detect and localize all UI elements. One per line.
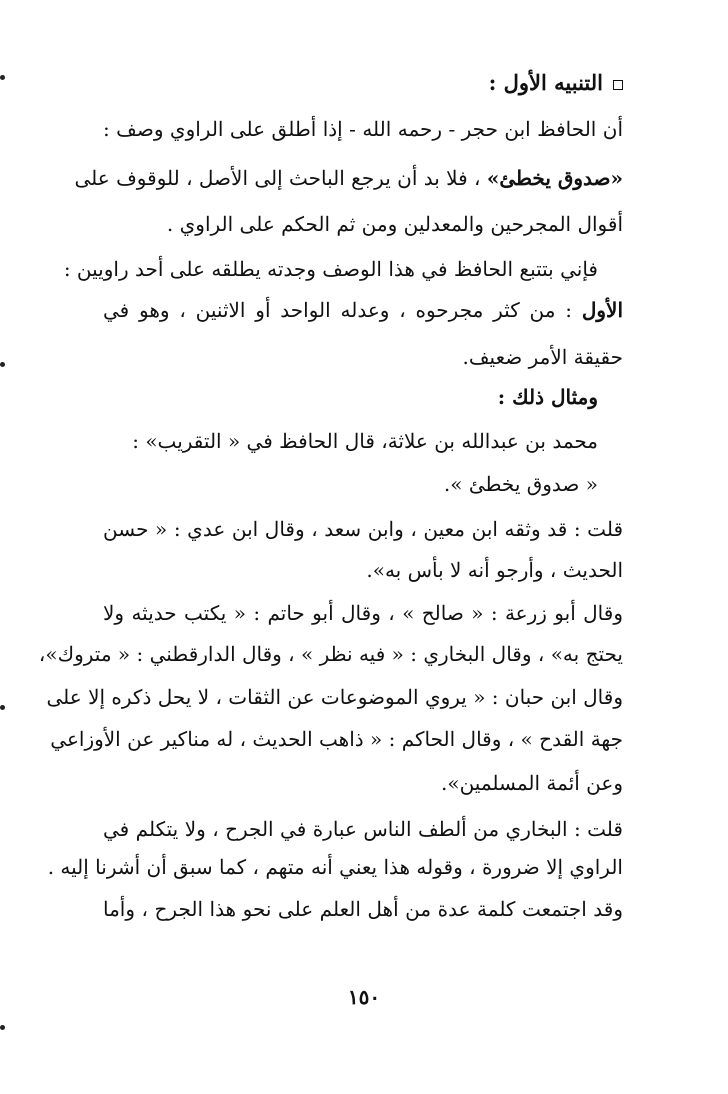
paragraph-line: فإني بتتبع الحافظ في هذا الوصف وجدته يطلقه على أحد راويين :	[63, 257, 598, 281]
scan-mark-dot	[0, 75, 5, 80]
paragraph-line: جهة القدح » ، وقال الحاكم : « ذاهب الحديث ، له مناكير عن الأوزاعي	[50, 727, 623, 751]
first-type-label: الأول	[581, 298, 623, 322]
paragraph-line: يحتج به» ، وقال البخاري : « فيه نظر » ، وقال الدارقطني : « متروك»،	[38, 642, 623, 666]
quoted-term: «صدوق يخطئ»	[486, 166, 623, 190]
scan-mark-dot	[0, 362, 5, 367]
paragraph-line: قلت : البخاري من ألطف الناس عبارة في الجرح ، ولا يتكلم في	[103, 817, 623, 841]
example-heading: ومثال ذلك :	[497, 385, 598, 409]
scan-mark-dot	[0, 1025, 5, 1030]
paragraph-line: قلت : قد وثقه ابن معين ، وابن سعد ، وقال ابن عدي : « حسن	[103, 517, 623, 541]
paragraph-line: وقد اجتمعت كلمة عدة من أهل العلم على نحو هذا الجرح ، وأما	[103, 897, 623, 921]
paragraph-line: وقال أبو زرعة : « صالح » ، وقال أبو حاتم : « يكتب حديثه ولا	[103, 601, 623, 625]
paragraph-line: أقوال المجرحين والمعدلين ومن ثم الحكم على الراوي .	[166, 212, 623, 236]
paragraph-line: «صدوق يخطئ» ، فلا بد أن يرجع الباحث إلى الأصل ، للوقوف على	[74, 166, 623, 190]
paragraph-line: الحديث ، وأرجو أنه لا بأس به».	[366, 558, 623, 582]
scan-mark-dot	[0, 705, 5, 710]
paragraph-line: حقيقة الأمر ضعيف.	[462, 345, 623, 369]
square-bullet-icon	[613, 80, 623, 90]
paragraph-line: الأول : من كثر مجرحوه ، وعدله الواحد أو الاثنين ، وهو في	[103, 298, 623, 322]
page-number: ١٥٠	[347, 985, 381, 1009]
paragraph-line: الراوي إلا ضرورة ، وقوله هذا يعني أنه متهم ، كما سبق أن أشرنا إليه .	[47, 855, 623, 879]
paragraph-line: وقال ابن حبان : « يروي الموضوعات عن الثقات ، لا يحل ذكره إلا على	[46, 685, 623, 709]
paragraph-line: أن الحافظ ابن حجر - رحمه الله - إذا أطلق على الراوي وصف :	[103, 117, 623, 141]
paragraph-line: محمد بن عبدالله بن علاثة، قال الحافظ في « التقريب» :	[132, 429, 598, 453]
paragraph-line: « صدوق يخطئ ».	[443, 472, 598, 496]
section-heading: التنبيه الأول :	[103, 66, 623, 100]
paragraph-line: وعن أئمة المسلمين».	[440, 771, 623, 795]
